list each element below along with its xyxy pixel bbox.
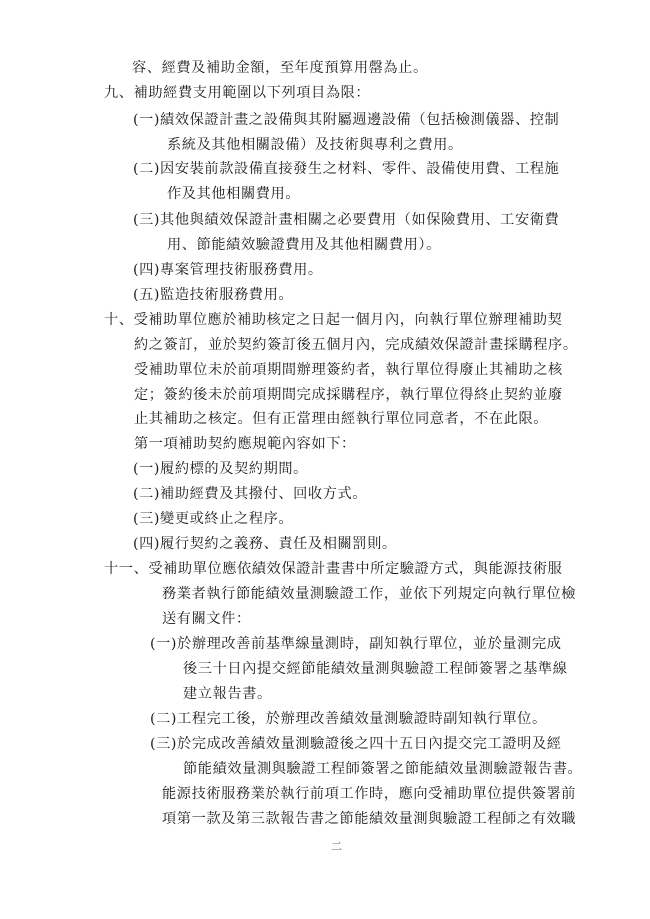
list-item: (一)於辦理改善前基準線量測時，副知執行單位，並於量測完成 xyxy=(150,636,562,652)
text-line: 能源技術服務業於執行前項工作時，應向受補助單位提供簽署前 xyxy=(162,786,577,802)
text-line: 約之簽訂，並於契約簽訂後五個月內，完成績效保證計畫採購程序。 xyxy=(134,337,578,353)
list-item: (一)績效保證計畫之設備與其附屬週邊設備（包括檢測儀器、控制 xyxy=(133,112,560,128)
list-item: (五)監造技術服務費用。 xyxy=(133,287,294,303)
text-line: 節能績效量測與驗證工程師簽署之節能績效量測驗證報告書。 xyxy=(183,761,583,777)
list-item: (二)因安裝前款設備直接發生之材料、零件、設備使用費、工程施 xyxy=(133,161,560,177)
text-line: 用、節能績效驗證費用及其他相關費用）。 xyxy=(167,237,441,253)
page-number: 二 xyxy=(331,840,342,853)
text-line: 第一項補助契約應規範內容如下： xyxy=(134,436,356,452)
text-line: 止其補助之核定。但有正當理由經執行單位同意者，不在此限。 xyxy=(134,411,549,427)
list-item: (四)履行契約之義務、責任及相關罰則。 xyxy=(133,536,397,552)
list-item: (四)專案管理技術服務費用。 xyxy=(133,262,323,278)
text-line: 後三十日內提交經節能績效量測與驗證工程師簽署之基準線 xyxy=(183,661,568,677)
list-item: (二)補助經費及其撥付、回收方式。 xyxy=(133,486,368,502)
section-heading: 十一、受補助單位應依績效保證計畫書中所定驗證方式，與能源技術服 xyxy=(104,561,563,577)
section-heading: 九、補助經費支用範圍以下列項目為限： xyxy=(104,85,371,101)
list-item: (一)履約標的及契約期間。 xyxy=(133,461,308,477)
text-line: 項第一款及第三款報告書之節能績效量測與驗證工程師之有效職 xyxy=(162,811,577,827)
text-line: 受補助單位未於前項期間辦理簽約者，執行單位得廢止其補助之核 xyxy=(134,362,563,378)
list-item: (三)其他與績效保證計畫相關之必要費用（如保險費用、工安衛費 xyxy=(133,212,560,228)
text-line: 系統及其他相關設備）及技術與專利之費用。 xyxy=(167,137,463,153)
text-line: 定；簽約後未於前項期間完成採購程序，執行單位得終止契約並廢 xyxy=(134,387,563,403)
text-line: 務業者執行節能績效量測驗證工作，並依下列規定向執行單位檢 xyxy=(162,586,577,602)
text-line: 容、經費及補助金額，至年度預算用罄為止。 xyxy=(132,60,428,76)
text-line: 送有關文件： xyxy=(162,611,251,627)
list-item: (三)變更或終止之程序。 xyxy=(133,511,294,527)
list-item: (二)工程完工後，於辦理改善績效量測驗證時副知執行單位。 xyxy=(150,711,547,727)
list-item: (三)於完成改善績效量測驗證後之四十五日內提交完工證明及經 xyxy=(150,736,562,752)
section-heading: 十、受補助單位應於補助核定之日起一個月內，向執行單位辦理補助契 xyxy=(104,312,563,328)
text-line: 作及其他相關費用。 xyxy=(167,186,301,202)
text-line: 建立報告書。 xyxy=(183,686,272,702)
